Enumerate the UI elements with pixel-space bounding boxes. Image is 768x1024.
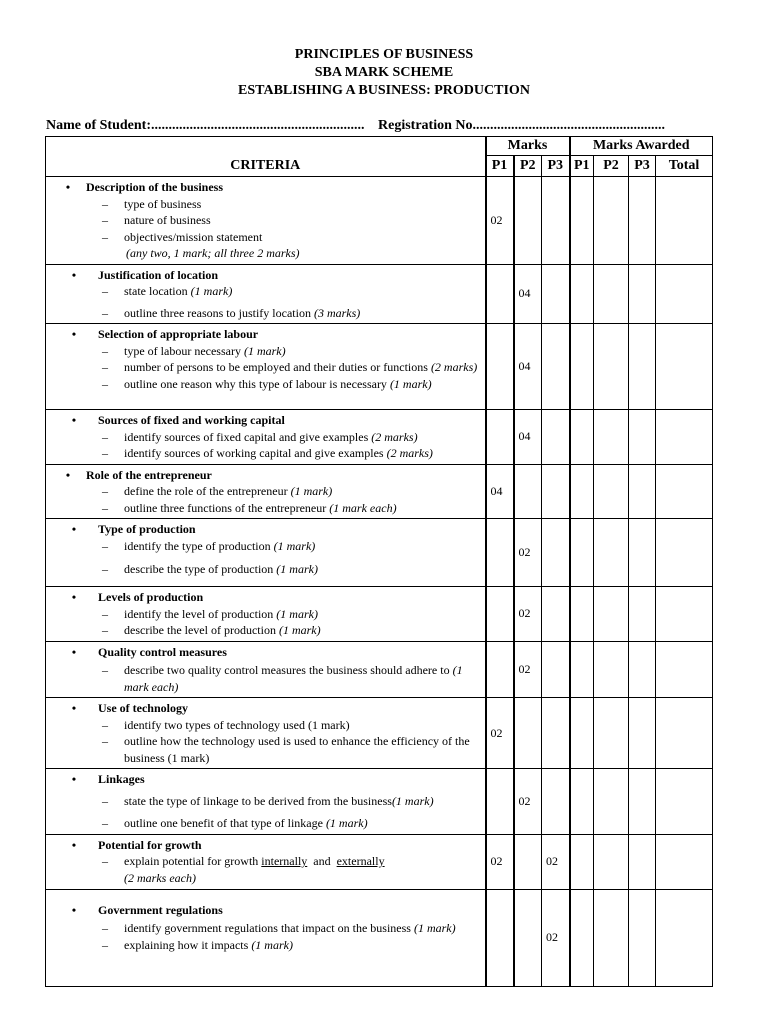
criterion-cell: • Potential for growth – explain potential for growth internally and externally (2 marks each) <box>46 834 486 889</box>
marks-p3 <box>542 698 570 769</box>
awarded-p1-cell[interactable] <box>570 324 594 410</box>
awarded-total-cell[interactable] <box>656 410 713 465</box>
criterion-heading: Use of technology <box>98 701 188 715</box>
criterion-row <box>46 641 713 698</box>
awarded-p2-cell[interactable] <box>594 769 629 835</box>
awarded-p2-cell[interactable] <box>594 410 629 465</box>
criterion-heading: Linkages <box>98 772 145 786</box>
awarded-p3-cell[interactable] <box>629 769 656 835</box>
awarded-total-cell[interactable] <box>656 177 713 265</box>
criterion-row <box>46 889 713 986</box>
criterion-cell: • Levels of production – identify the level of production (1 mark) – describe the level of production (1 mark) <box>46 587 486 642</box>
marks-p2 <box>514 177 542 265</box>
criterion-cell: • Use of technology – identify two types of technology used (1 mark) – outline how the technology used is used to enhance the efficiency of the business (1 mark) <box>46 698 486 769</box>
marks-p1 <box>486 769 514 835</box>
marks-p1 <box>486 641 514 698</box>
awarded-p2-header: P2 <box>594 156 629 177</box>
marks-p2: 02 <box>514 519 542 587</box>
awarded-p1-cell[interactable] <box>570 177 594 265</box>
marks-p1 <box>486 410 514 465</box>
marks-p3 <box>542 324 570 410</box>
criterion-heading: Quality control measures <box>98 644 227 659</box>
awarded-total-cell[interactable] <box>656 889 713 986</box>
marks-p3-header: P3 <box>542 156 570 177</box>
awarded-total-cell[interactable] <box>656 698 713 769</box>
marks-p1 <box>486 264 514 324</box>
marks-p1 <box>486 587 514 642</box>
marks-p1: 02 <box>486 177 514 265</box>
criterion-heading: Potential for growth <box>98 837 202 852</box>
marks-p1 <box>486 889 514 986</box>
marks-p3 <box>542 769 570 835</box>
marks-p3 <box>542 177 570 265</box>
marks-p2: 04 <box>514 410 542 465</box>
awarded-total-cell[interactable] <box>656 519 713 587</box>
criterion-row <box>46 410 713 465</box>
marks-awarded-header: Marks Awarded <box>570 137 713 156</box>
marks-p1-header: P1 <box>486 156 514 177</box>
title-line-1: PRINCIPLES OF BUSINESS <box>294 47 474 62</box>
student-name-field[interactable]: Name of Student:............................................................. <box>46 118 365 133</box>
awarded-p2-cell[interactable] <box>594 587 629 642</box>
marks-p2 <box>514 464 542 519</box>
awarded-p2-cell[interactable] <box>594 464 629 519</box>
marks-p3: 02 <box>542 834 570 889</box>
criterion-row <box>46 264 713 324</box>
awarded-total-cell[interactable] <box>656 641 713 698</box>
marks-header: Marks <box>486 137 570 156</box>
title-line-3: ESTABLISHING A BUSINESS: PRODUCTION <box>238 83 530 98</box>
criterion-row <box>46 834 713 889</box>
marks-p2 <box>514 834 542 889</box>
marks-p2-header: P2 <box>514 156 542 177</box>
awarded-p3-cell[interactable] <box>629 324 656 410</box>
mark-scheme-table <box>45 136 713 987</box>
marks-p1 <box>486 324 514 410</box>
criterion-heading: Levels of production <box>98 590 204 604</box>
awarded-p1-cell[interactable] <box>570 769 594 835</box>
criterion-heading: Description of the business <box>86 180 224 194</box>
registration-number-field[interactable]: Registration No....................................................... <box>378 118 665 133</box>
criterion-heading: Role of the entrepreneur <box>86 467 212 482</box>
criterion-note: (any two, 1 mark; all three 2 marks) <box>126 246 300 260</box>
awarded-p1-cell[interactable] <box>570 464 594 519</box>
criterion-cell: • Role of the entrepreneur – define the role of the entrepreneur (1 mark) – outline three functions of the entrepreneur (1 mark each) <box>46 464 486 519</box>
awarded-p1-cell[interactable] <box>570 410 594 465</box>
criterion-cell: • Selection of appropriate labour – type of labour necessary (1 mark) – number of persons to be employed and their duties or functions (2 marks) – outline one reason why this type of labour is necessary (1 mark) <box>46 324 486 410</box>
awarded-p2-cell[interactable] <box>594 264 629 324</box>
awarded-p2-cell[interactable] <box>594 834 629 889</box>
awarded-p1-cell[interactable] <box>570 834 594 889</box>
criterion-cell: • Linkages – state the type of linkage to be derived from the business(1 mark) – outline one benefit of that type of linkage (1 mark) <box>46 769 486 835</box>
criterion-row <box>46 698 713 769</box>
criterion-cell: • Government regulations – identify government regulations that impact on the business (1 mark) – explaining how it impacts (1 mark) <box>46 889 486 986</box>
awarded-p3-cell[interactable] <box>629 834 656 889</box>
marks-p2: 02 <box>514 641 542 698</box>
criterion-row <box>46 769 713 835</box>
criterion-note: (2 marks each) <box>124 870 196 885</box>
criterion-heading: Justification of location <box>98 267 218 282</box>
awarded-p3-cell[interactable] <box>629 641 656 698</box>
awarded-p1-header: P1 <box>570 156 594 177</box>
awarded-p2-cell[interactable] <box>594 889 629 986</box>
awarded-total-cell[interactable] <box>656 587 713 642</box>
awarded-p2-cell[interactable] <box>594 177 629 265</box>
marks-p3 <box>542 519 570 587</box>
criterion-row <box>46 587 713 642</box>
marks-p2: 04 <box>514 324 542 410</box>
awarded-p1-cell[interactable] <box>570 519 594 587</box>
awarded-total-cell[interactable] <box>656 264 713 324</box>
awarded-total-header: Total <box>656 156 713 177</box>
marks-p3 <box>542 587 570 642</box>
awarded-p1-cell[interactable] <box>570 264 594 324</box>
criterion-heading: Government regulations <box>98 902 223 917</box>
marks-p1 <box>486 519 514 587</box>
criterion-cell: • Quality control measures – describe two quality control measures the business should adhere to (1 mark each) <box>46 641 486 698</box>
marks-p1: 02 <box>486 698 514 769</box>
criterion-row <box>46 324 713 410</box>
marks-p2: 02 <box>514 587 542 642</box>
marks-p2 <box>514 698 542 769</box>
criterion-heading: Type of production <box>98 522 196 536</box>
document-title <box>0 46 768 100</box>
awarded-p2-cell[interactable] <box>594 519 629 587</box>
criterion-cell: • Justification of location – state location (1 mark) – outline three reasons to justify location (3 marks) <box>46 264 486 324</box>
awarded-p1-cell[interactable] <box>570 889 594 986</box>
awarded-p3-cell[interactable] <box>629 587 656 642</box>
awarded-p3-cell[interactable] <box>629 177 656 265</box>
awarded-p2-cell[interactable] <box>594 641 629 698</box>
criterion-row <box>46 464 713 519</box>
marks-p3: 02 <box>542 889 570 986</box>
criterion-heading: Sources of fixed and working capital <box>98 413 285 427</box>
criterion-cell: • Sources of fixed and working capital – identify sources of fixed capital and give examples (2 marks) – identify sources of working capital and give examples (2 marks) <box>46 410 486 465</box>
marks-p3 <box>542 264 570 324</box>
awarded-total-cell[interactable] <box>656 834 713 889</box>
marks-p3 <box>542 464 570 519</box>
awarded-p3-cell[interactable] <box>629 698 656 769</box>
marks-p1: 02 <box>486 834 514 889</box>
awarded-p2-cell[interactable] <box>594 698 629 769</box>
criterion-cell: • Description of the business – type of business – nature of business – objectives/mission statement (any two, 1 mark; all three 2 marks) <box>46 177 486 265</box>
student-info-line <box>46 118 726 134</box>
awarded-total-cell[interactable] <box>656 324 713 410</box>
awarded-p3-cell[interactable] <box>629 264 656 324</box>
awarded-p3-cell[interactable] <box>629 410 656 465</box>
criterion-row <box>46 519 713 587</box>
awarded-p1-cell[interactable] <box>570 587 594 642</box>
title-line-2: SBA MARK SCHEME <box>314 65 454 80</box>
awarded-p2-cell[interactable] <box>594 324 629 410</box>
marks-p3 <box>542 641 570 698</box>
marks-p1: 04 <box>486 464 514 519</box>
marks-p2 <box>514 889 542 986</box>
criterion-cell: • Type of production – identify the type of production (1 mark) – describe the type of production (1 mark) <box>46 519 486 587</box>
criterion-row <box>46 177 713 265</box>
criteria-header: CRITERIA <box>46 137 486 177</box>
criterion-heading: Selection of appropriate labour <box>98 327 259 341</box>
marks-p2: 04 <box>514 264 542 324</box>
awarded-total-cell[interactable] <box>656 769 713 835</box>
awarded-p3-header: P3 <box>629 156 656 177</box>
awarded-p3-cell[interactable] <box>629 464 656 519</box>
marks-p2: 02 <box>514 769 542 835</box>
awarded-p3-cell[interactable] <box>629 519 656 587</box>
awarded-p1-cell[interactable] <box>570 641 594 698</box>
awarded-total-cell[interactable] <box>656 464 713 519</box>
awarded-p3-cell[interactable] <box>629 889 656 986</box>
awarded-p1-cell[interactable] <box>570 698 594 769</box>
marks-p3 <box>542 410 570 465</box>
